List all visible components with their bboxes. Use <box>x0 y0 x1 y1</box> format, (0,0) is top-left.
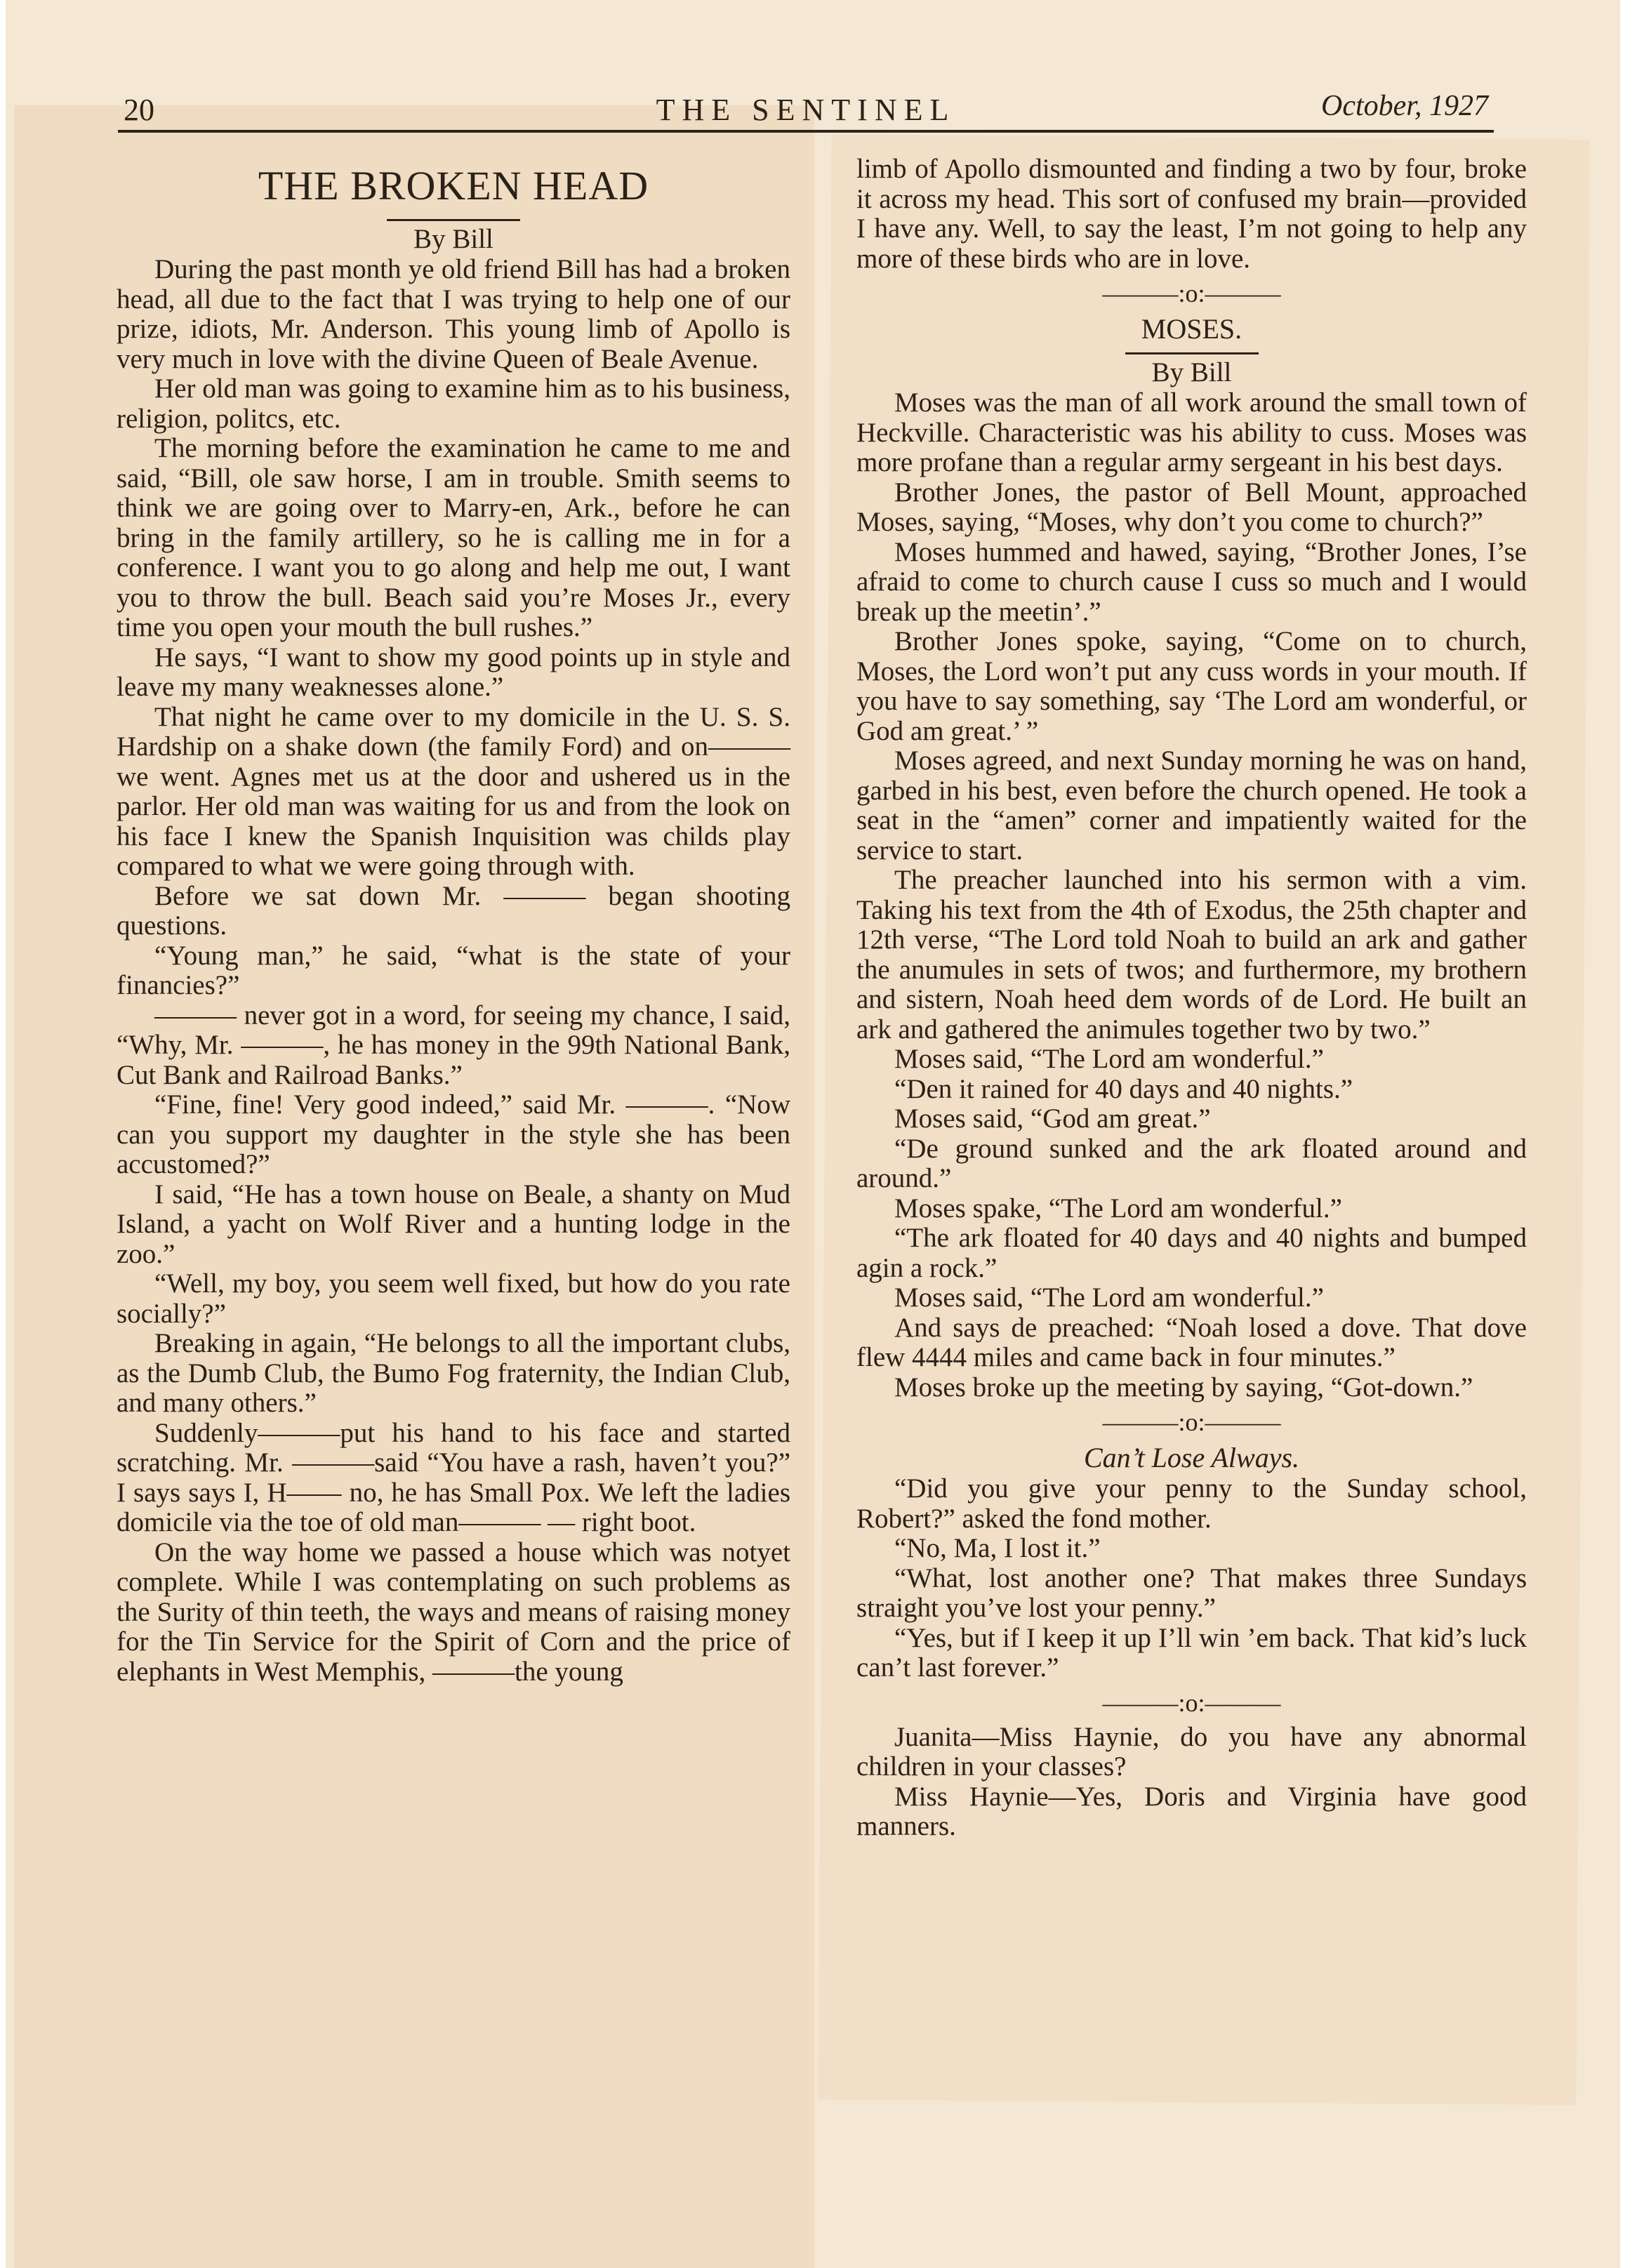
article-paragraph: Before we sat down Mr. ——— began shooting questions. <box>117 880 790 941</box>
article-paragraph: Suddenly———put his hand to his face and started scratching. Mr. ———said “You have a rash, haven’t you?” I says says I, H—— no, he has Small Pox. We left the ladies domicile via the toe of old man——— — right boot. <box>117 1417 790 1537</box>
article-title-cant-lose: Can’t Lose Always. <box>1083 1442 1300 1473</box>
article-paragraph: “The ark floated for 40 days and 40 nights and bumped agin a rock.” <box>856 1223 1527 1283</box>
article-paragraph: Moses said, “The Lord am wonderful.” <box>894 1282 1324 1313</box>
article-paragraph: “Fine, fine! Very good indeed,” said Mr. ———. “Now can you support my daughter in the style she has been accustomed?” <box>117 1089 790 1179</box>
article-paragraph: During the past month ye old friend Bill has had a broken head, all due to the fact that I was trying to help one of our prize, idiots, Mr. Anderson. This young limb of Apollo is very much in love with the divine Queen of Beale Avenue. <box>117 254 790 374</box>
article-paragraph: The morning before the examination he came to me and said, “Bill, ole saw horse, I am in trouble. Smith seems to think we are going over to Marry-en, Ark., before he can bring in the family artillery, so he is calling me in for a conference. I want you to go along and help me out, I want you to throw the bull. Beach said you’re Moses Jr., every time you open your mouth the bull rushes.” <box>117 433 790 642</box>
article-continuation: limb of Apollo dismounted and finding a two by four, broke it across my head. This sort of confused my brain—provided I have any. Well, to say the least, I’m not going to help any more of these birds who are in love. <box>856 154 1527 274</box>
article-paragraph: Juanita—Miss Haynie, do you have any abnormal children in your classes? <box>856 1721 1527 1782</box>
article-paragraph: The preacher launched into his sermon with a vim. Taking his text from the 4th of Exodus, the 25th chapter and 12th verse, “The Lord told Noah to build an ark and gather the anumules in sets of twos; and furthermore, my brothern and sistern, Noah heed dem words of de Lord. He built an ark and gathered the animules together two by two.” <box>856 865 1527 1045</box>
article-paragraph: That night he came over to my domicile in the U. S. S. Hardship on a shake down (the family Ford) and on———we went. Agnes met us at the door and ushered us in the parlor. Her old man was waiting for us and from the look on his face I knew the Spanish Inquisition was childs play compared to what we were going through with. <box>117 701 790 881</box>
article-paragraph: “No, Ma, I lost it.” <box>894 1533 1101 1563</box>
article-byline: By Bill <box>1151 357 1232 387</box>
section-separator: ———:o:——— <box>1102 279 1281 307</box>
article-paragraph: “Yes, but if I keep it up I’ll win ’em back. That kid’s luck can’t last forever.” <box>856 1622 1527 1683</box>
article-paragraph: Brother Jones, the pastor of Bell Mount, approached Moses, saying, “Moses, why don’t you come to church?” <box>856 477 1527 537</box>
page-header <box>118 88 1494 133</box>
article-paragraph: “What, lost another one? That makes three Sundays straight you’ve lost your penny.” <box>856 1563 1527 1623</box>
article-paragraph: “Young man,” he said, “what is the state of your financies?” <box>117 940 790 1000</box>
article-paragraph: Moses said, “The Lord am wonderful.” <box>894 1044 1324 1074</box>
article-paragraph: He says, “I want to show my good points up in style and leave my many weaknesses alone.” <box>117 642 790 702</box>
article-paragraph: Her old man was going to examine him as to his business, religion, politcs, etc. <box>117 373 790 434</box>
article-byline: By Bill <box>413 224 493 254</box>
article-paragraph: “Den it rained for 40 days and 40 nights.” <box>894 1073 1353 1104</box>
right-column <box>856 154 1527 1842</box>
issue-date: October, 1927 <box>1321 90 1488 122</box>
article-paragraph: Brother Jones spoke, saying, “Come on to church, Moses, the Lord won’t put any cuss words in your mouth. If you have to say something, say ‘The Lord am wonderful, or God am great.’ ” <box>856 626 1527 746</box>
article-paragraph: Moses broke up the meeting by saying, “Got-down.” <box>894 1372 1473 1402</box>
section-separator: ———:o:——— <box>1102 1408 1281 1436</box>
left-column <box>117 159 790 1687</box>
article-title-broken-head: THE BROKEN HEAD <box>258 163 649 208</box>
article-paragraph: Moses hummed and hawed, saying, “Brother Jones, I’se afraid to come to church cause I cuss so much and I would break up the meetin’.” <box>856 536 1527 627</box>
section-separator: ———:o:——— <box>1102 1688 1281 1717</box>
article-paragraph: Miss Haynie—Yes, Doris and Virginia have good manners. <box>856 1781 1527 1841</box>
article-paragraph: “Did you give your penny to the Sunday school, Robert?” asked the fond mother. <box>856 1473 1527 1534</box>
publication-title: THE SENTINEL <box>656 93 956 127</box>
article-paragraph: I said, “He has a town house on Beale, a shanty on Mud Island, a yacht on Wolf River and a hunting lodge in the zoo.” <box>117 1179 790 1269</box>
article-paragraph: Moses was the man of all work around the small town of Heckville. Characteristic was his ability to cuss. Moses was more profane than a regular army sergeant in his best days. <box>856 387 1527 477</box>
article-paragraph: “De ground sunked and the ark floated around and around.” <box>856 1133 1527 1193</box>
article-title-moses: MOSES. <box>1141 313 1242 345</box>
title-rule <box>1125 352 1259 354</box>
article-paragraph: Breaking in again, “He belongs to all the important clubs, as the Dumb Club, the Bumo Fog fraternity, the Indian Club, and many others.” <box>117 1328 790 1418</box>
article-paragraph: Moses spake, “The Lord am wonderful.” <box>894 1193 1342 1223</box>
article-paragraph: ——— never got in a word, for seeing my chance, I said, “Why, Mr. ———, he has money in the 99th National Bank, Cut Bank and Railroad Banks.” <box>117 1000 790 1090</box>
article-paragraph: Moses agreed, and next Sunday morning he was on hand, garbed in his best, even before the church opened. He took a seat in the “amen” corner and impatiently waited for the service to start. <box>856 745 1527 866</box>
page-number: 20 <box>124 93 154 127</box>
title-rule <box>387 219 520 221</box>
article-paragraph: And says de preached: “Noah losed a dove. That dove flew 4444 miles and came back in four minutes.” <box>856 1312 1527 1372</box>
article-paragraph: Moses said, “God am great.” <box>894 1103 1211 1134</box>
article-paragraph: “Well, my boy, you seem well fixed, but how do you rate socially?” <box>117 1268 790 1329</box>
article-paragraph: On the way home we passed a house which was notyet complete. While I was contemplating on such problems as the Surity of thin teeth, the ways and means of raising money for the Tin Service for the Spirit of Corn and the price of elephants in West Memphis, ———the young <box>117 1537 790 1687</box>
